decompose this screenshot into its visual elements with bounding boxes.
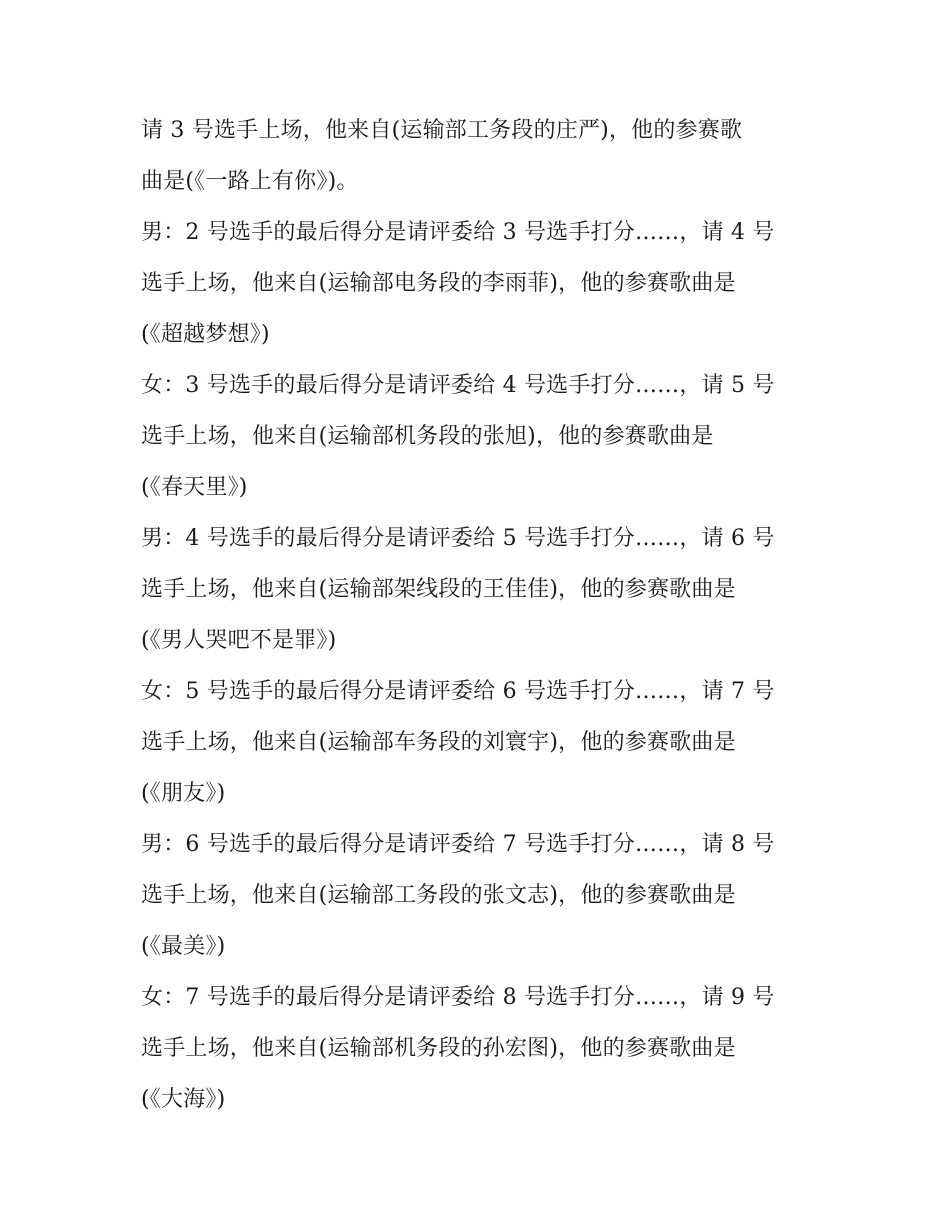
text-line: (《朋友》) [141,781,226,806]
text-line: (《大海》) [141,1087,226,1112]
text-line: 女：3 号选手的最后得分是请评委给 4 号选手打分……，请 5 号 [141,373,775,398]
text-line: 选手上场，他来自(运输部机务段的孙宏图)，他的参赛歌曲是 [141,1036,736,1061]
text-line: 男：2 号选手的最后得分是请评委给 3 号选手打分……，请 4 号 [141,220,775,245]
text-line: (《超越梦想》) [141,322,270,347]
text-line: 曲是(《一路上有你》)。 [141,169,359,194]
text-line: 选手上场，他来自(运输部电务段的李雨菲)，他的参赛歌曲是 [141,271,736,296]
text-line: 女：7 号选手的最后得分是请评委给 8 号选手打分……，请 9 号 [141,985,775,1010]
text-line: 选手上场，他来自(运输部车务段的刘寰宇)，他的参赛歌曲是 [141,730,736,755]
text-line: 请 3 号选手上场，他来自(运输部工务段的庄严)，他的参赛歌 [141,118,743,143]
text-line: 选手上场，他来自(运输部架线段的王佳佳)，他的参赛歌曲是 [141,577,736,602]
text-line: (《春天里》) [141,475,248,500]
text-line: 女：5 号选手的最后得分是请评委给 6 号选手打分……，请 7 号 [141,679,775,704]
text-line: 男：4 号选手的最后得分是请评委给 5 号选手打分……，请 6 号 [141,526,775,551]
text-line: 选手上场，他来自(运输部机务段的张旭)，他的参赛歌曲是 [141,424,714,449]
text-line: (《男人哭吧不是罪》) [141,628,337,653]
text-line: 选手上场，他来自(运输部工务段的张文志)，他的参赛歌曲是 [141,883,736,908]
text-line: 男：6 号选手的最后得分是请评委给 7 号选手打分……，请 8 号 [141,832,775,857]
text-line: (《最美》) [141,934,226,959]
document-body [141,105,821,1125]
